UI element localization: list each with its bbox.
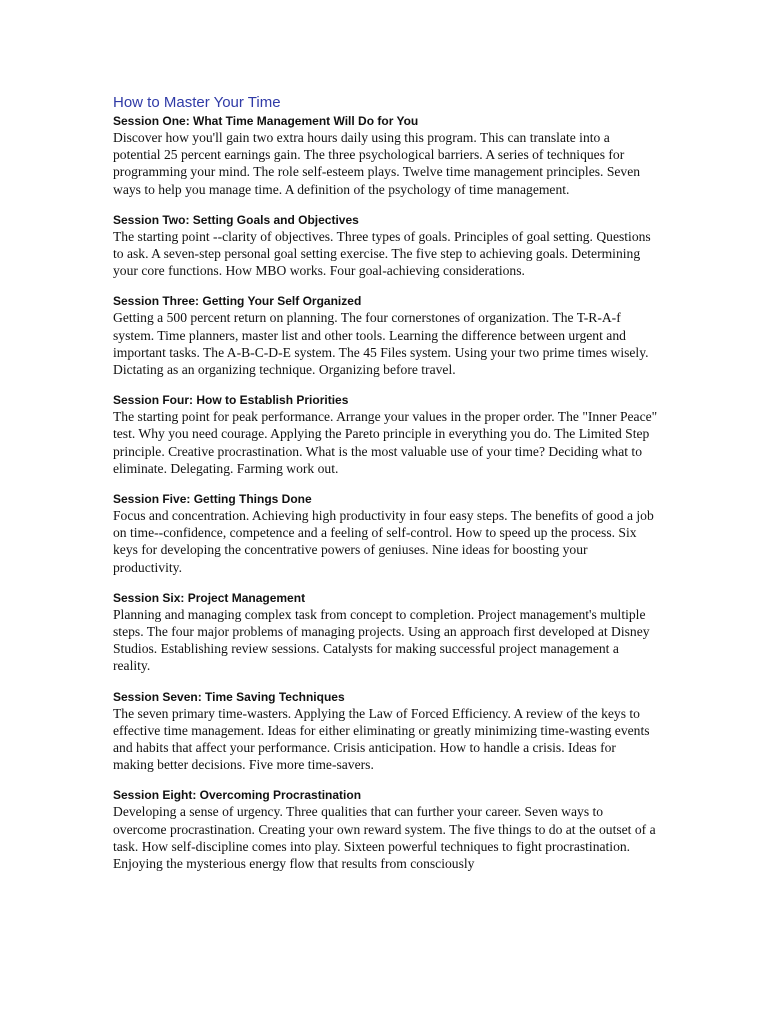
session-heading: Session One: What Time Management Will Do for You bbox=[113, 114, 419, 128]
session-section bbox=[113, 293, 658, 378]
session-section bbox=[113, 212, 658, 280]
session-heading: Session Four: How to Establish Priorities bbox=[113, 393, 349, 408]
session-section bbox=[113, 689, 658, 774]
session-heading: Session Eight: Overcoming Procrastination bbox=[113, 788, 362, 803]
session-heading: Session Two: Setting Goals and Objectives bbox=[113, 212, 359, 227]
session-heading: Session Seven: Time Saving Techniques bbox=[113, 689, 345, 704]
session-section bbox=[113, 787, 658, 872]
session-description: Focus and concentration. Achieving high productivity in four easy steps. The benefits of good a job on time--confidence, competence and a feeling of self-control. How to speed up the process. Six keys for developing the concentrative powers of geniuses. Nine ideas for boosting your productivity. bbox=[113, 508, 654, 575]
session-section bbox=[113, 113, 658, 198]
session-heading: Session Five: Getting Things Done bbox=[113, 492, 312, 507]
session-heading: Session Six: Project Management bbox=[113, 590, 306, 605]
session-section bbox=[113, 491, 658, 576]
document-title: How to Master Your Time bbox=[113, 94, 281, 111]
session-description: Developing a sense of urgency. Three qualities that can further your career. Seven ways to overcome procrastination. Creating your own reward system. The five things to do at the outset of a task. How self-discipline comes into play. Sixteen powerful techniques to fight procrastination. Enjoying the mysterious energy flow that results from consciously bbox=[113, 804, 656, 872]
document-content bbox=[113, 94, 658, 886]
session-description: The starting point for peak performance. Arrange your values in the proper order. The "Inner Peace" test. Why you need courage. Applying the Pareto principle in everything you do. The Limited Step principle. Creative procrastination. What is the most valuable use of your time? Deciding what to eliminate. Delegating. Farming work out. bbox=[113, 409, 658, 476]
session-description: Getting a 500 percent return on planning. The four cornerstones of organization. The T-R-A-f system. Time planners, master list and other tools. Learning the difference between urgent and important tasks. The A-B-C-D-E system. The 45 Files system. Using your two prime times wisely. Dictating as an organizing technique. Organizing before travel. bbox=[113, 310, 649, 378]
session-section bbox=[113, 590, 658, 675]
session-description: Discover how you'll gain two extra hours daily using this program. This can translate into a potential 25 percent earnings gain. The three psychological barriers. A series of techniques for programming your mind. The role self-esteem plays. Twelve time management principles. Seven ways to help you manage time. A definition of the psychology of time management. bbox=[113, 130, 641, 197]
session-description: The seven primary time-wasters. Applying the Law of Forced Efficiency. A review of the keys to effective time management. Ideas for either eliminating or greatly minimizing time-wasting events and habits that affect your performance. Crisis anticipation. How to handle a crisis. Ideas for making better decisions. Five more time-savers. bbox=[113, 705, 650, 773]
session-section bbox=[113, 392, 658, 477]
session-heading: Session Three: Getting Your Self Organized bbox=[113, 294, 362, 309]
session-description: The starting point --clarity of objectives. Three types of goals. Principles of goal setting. Questions to ask. A seven-step personal goal setting exercise. The five step to achieving goals. Determining your core functions. How MBO works. Four goal-achieving considerations. bbox=[113, 228, 651, 279]
session-description: Planning and managing complex task from concept to completion. Project management's multiple steps. The four major problems of managing projects. Using an approach first developed at Disney Studios. Establishing review sessions. Catalysts for making successful project management a reality. bbox=[113, 606, 650, 674]
